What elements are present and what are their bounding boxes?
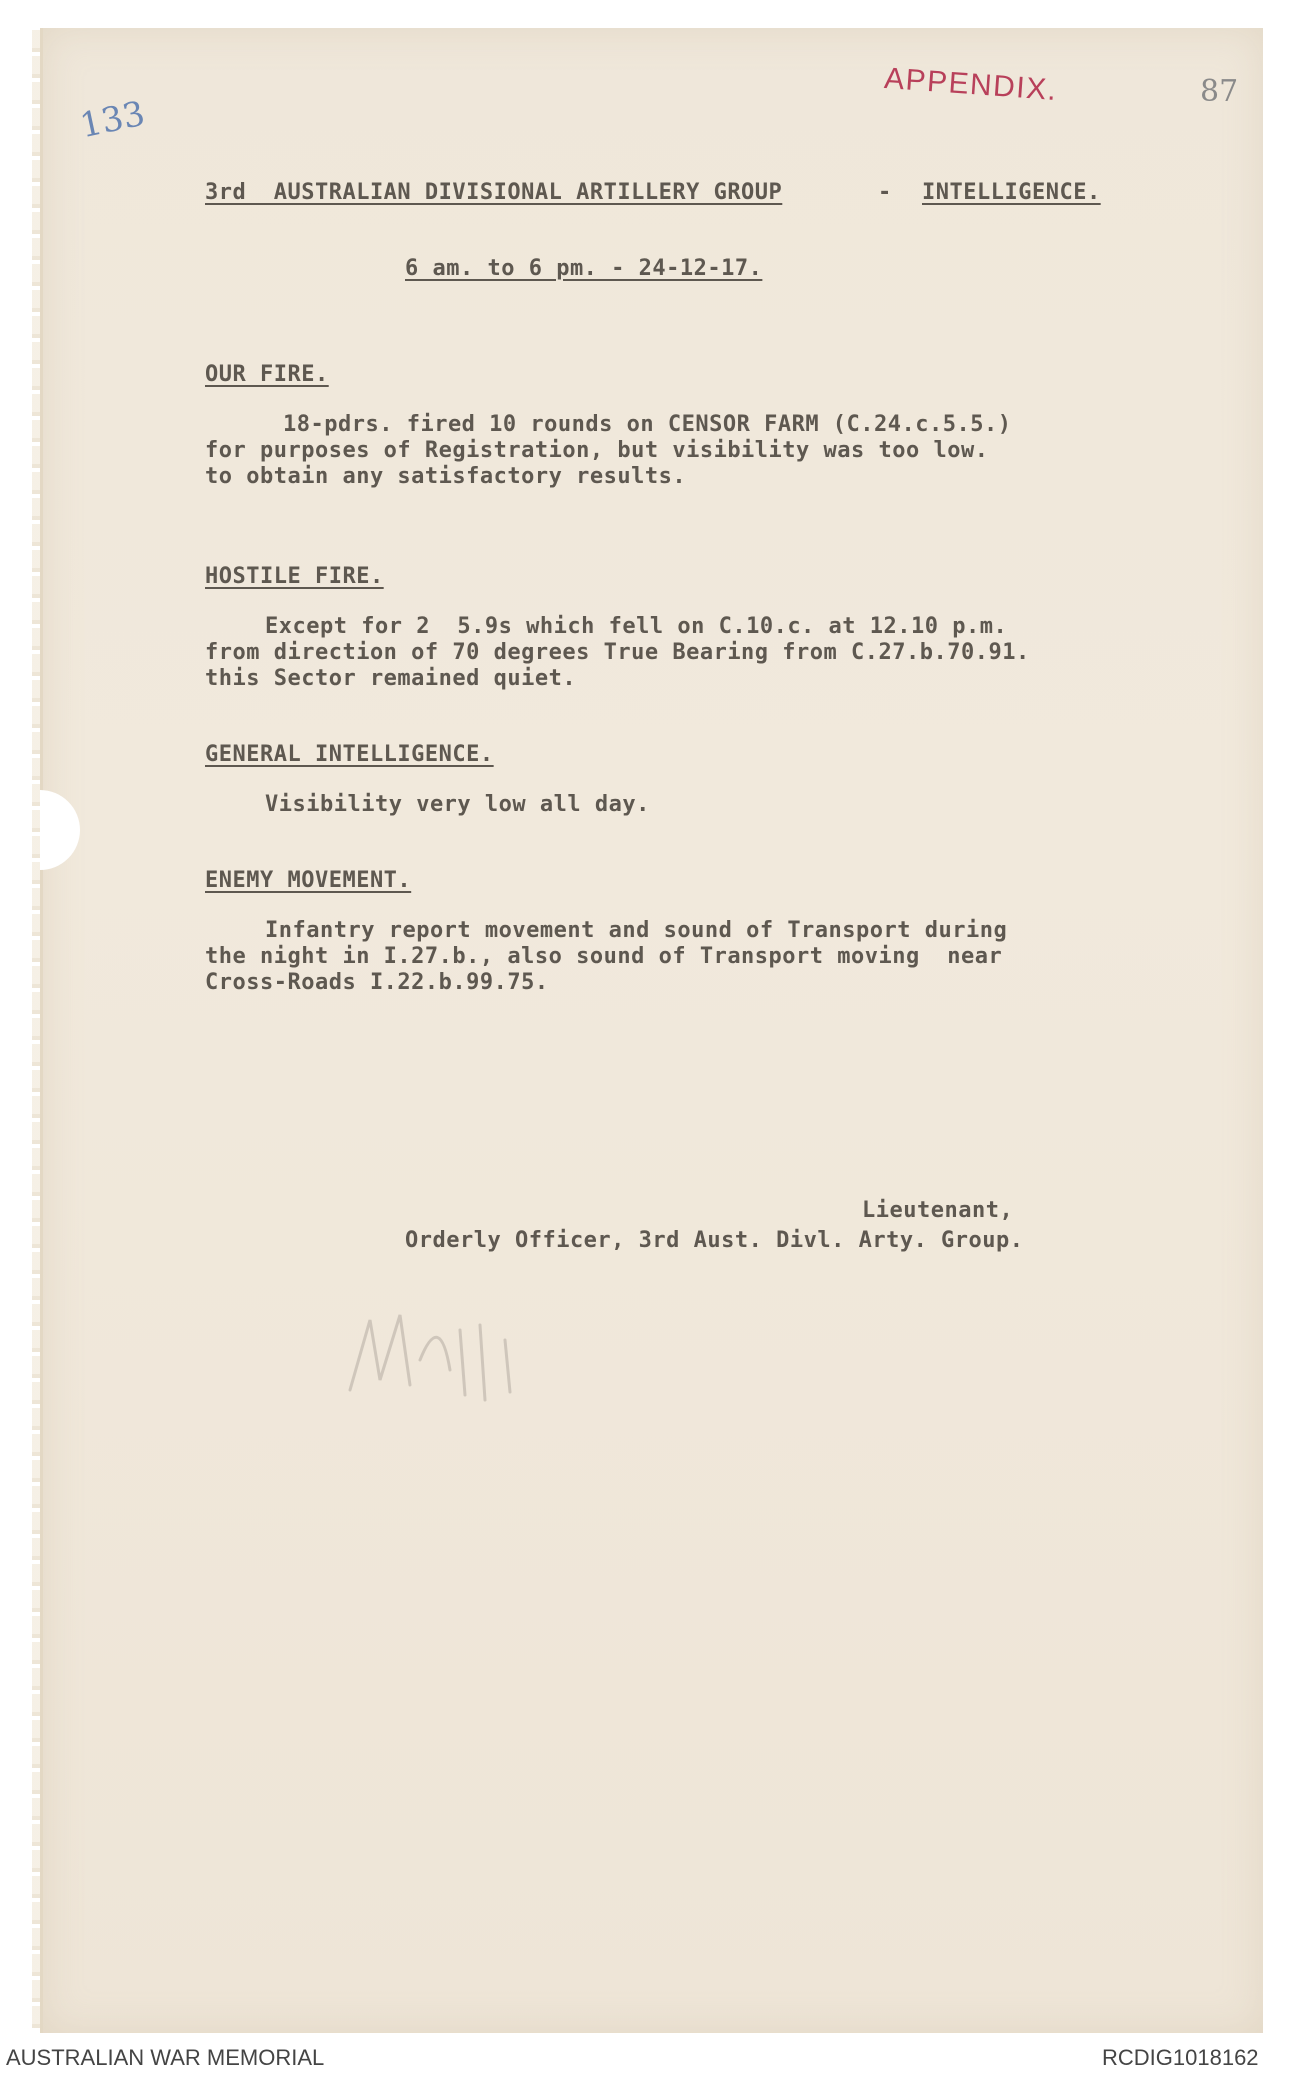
- paragraph-line: this Sector remained quiet.: [205, 666, 577, 691]
- paragraph-line: from direction of 70 degrees True Bearing from C.27.b.70.91.: [205, 640, 1030, 665]
- paragraph-line: to obtain any satisfactory results.: [205, 464, 687, 489]
- paragraph-line: 18-pdrs. fired 10 rounds on CENSOR FARM (C.24.c.5.5.): [283, 412, 1012, 437]
- section-heading-general-intelligence: GENERAL INTELLIGENCE.: [205, 742, 494, 767]
- handwritten-page-number: 133: [76, 93, 149, 147]
- section-heading-hostile-fire: HOSTILE FIRE.: [205, 564, 384, 589]
- catalogue-id: RCDIG1018162: [1102, 2045, 1259, 2070]
- document-title-unit: 3rd AUSTRALIAN DIVISIONAL ARTILLERY GROUP: [205, 180, 783, 205]
- paper-sheet: [40, 28, 1263, 2033]
- signatory-role: Orderly Officer, 3rd Aust. Divl. Arty. Group.: [405, 1228, 1024, 1253]
- paragraph-line: for purposes of Registration, but visibility was too low.: [205, 438, 989, 463]
- folio-number: 87: [1200, 74, 1239, 109]
- paragraph-line: Visibility very low all day.: [265, 792, 650, 817]
- title-separator: -: [878, 180, 892, 205]
- section-heading-our-fire: OUR FIRE.: [205, 362, 329, 387]
- paragraph-line: the night in I.27.b., also sound of Transport moving near: [205, 944, 1003, 969]
- paragraph-line: Cross-Roads I.22.b.99.75.: [205, 970, 549, 995]
- section-heading-enemy-movement: ENEMY MOVEMENT.: [205, 868, 412, 893]
- document-title-section: INTELLIGENCE.: [922, 180, 1101, 205]
- paragraph-line: Except for 2 5.9s which fell on C.10.c. at 12.10 p.m.: [265, 614, 1008, 639]
- archive-credit: AUSTRALIAN WAR MEMORIAL: [6, 2045, 325, 2070]
- signatory-rank: Lieutenant,: [862, 1198, 1014, 1223]
- faint-handwritten-signature: [340, 1300, 560, 1410]
- report-period: 6 am. to 6 pm. - 24-12-17.: [405, 256, 763, 281]
- appendix-stamp: APPENDIX.: [883, 61, 1059, 108]
- paragraph-line: Infantry report movement and sound of Transport during: [265, 918, 1008, 943]
